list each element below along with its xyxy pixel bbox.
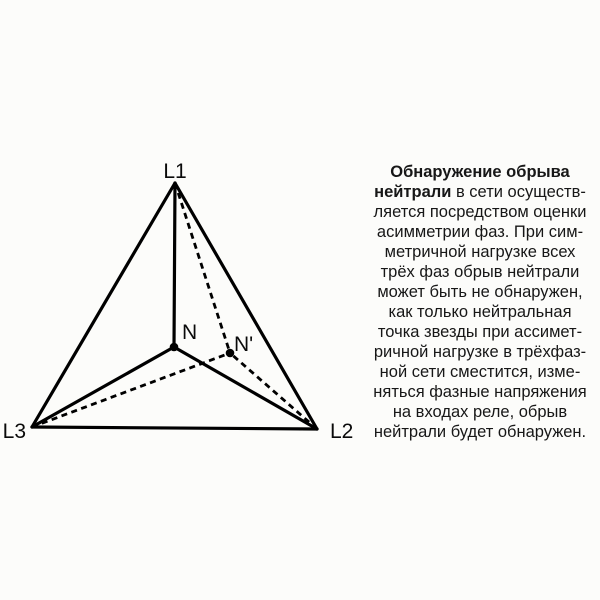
edge-l1-l2 <box>175 183 317 429</box>
vertex-label-l2: L2 <box>330 420 354 443</box>
text-line: Обнаружение обрыва <box>390 163 570 181</box>
vertex-label-l1: L1 <box>163 160 187 183</box>
dashed-ray-l3-nprime <box>32 353 230 427</box>
edge-l3-l2 <box>32 427 317 429</box>
text-line: как только нейтральная <box>388 303 572 321</box>
text-line: ричной нагрузке в трёхфаз- <box>373 343 587 361</box>
text-line: ляется посредством оценки <box>373 203 587 221</box>
shifted-neutral-point-label: N' <box>234 333 254 356</box>
text-line: метричной нагрузке всех <box>384 243 576 261</box>
text-line: может быть не обнаружен, <box>377 283 583 301</box>
text-line: няться фазные напряжения <box>373 383 587 401</box>
text-line: нейтрали в сети осуществ- <box>374 183 586 201</box>
ray-l3-n <box>32 347 174 427</box>
text-line: трёх фаз обрыв нейтрали <box>380 263 580 281</box>
text-line: нейтрали будет обнаружен. <box>373 423 587 441</box>
neutral-point-dot <box>170 343 179 352</box>
text-line: точка звезды при ассимет- <box>377 323 583 341</box>
ray-l2-n <box>174 347 317 429</box>
vertex-label-l3: L3 <box>2 420 26 443</box>
text-line: асимметрии фаз. При сим- <box>376 223 584 241</box>
shifted-neutral-point-dot <box>226 349 235 358</box>
dashed-ray-l2-nprime <box>230 353 317 429</box>
text-line: на входах реле, обрыв <box>392 403 568 421</box>
edge-l1-l3 <box>32 183 175 427</box>
text-line: ной сети сместится, изме- <box>379 363 581 381</box>
ray-l1-n <box>174 183 175 347</box>
neutral-point-label: N <box>182 321 198 344</box>
description-text <box>360 162 600 442</box>
